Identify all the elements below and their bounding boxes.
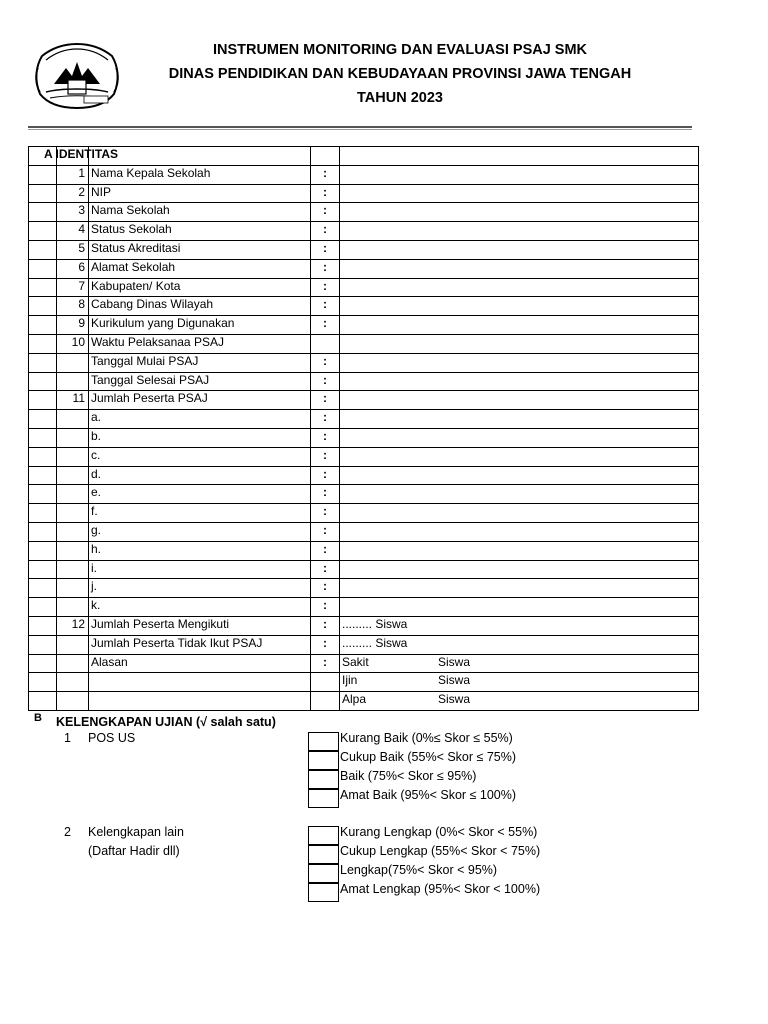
field-value[interactable] <box>340 222 699 241</box>
table-row <box>29 598 699 617</box>
table-row <box>29 447 699 466</box>
row-number: 3 <box>57 203 89 222</box>
table-row <box>29 635 699 654</box>
field-value[interactable] <box>340 579 699 598</box>
field-label: Jumlah Peserta Mengikuti <box>89 616 311 635</box>
row-number: 1 <box>57 165 89 184</box>
table-row <box>29 428 699 447</box>
colon-separator: : <box>311 391 340 410</box>
colon-separator: : <box>311 259 340 278</box>
field-value[interactable] <box>340 673 699 692</box>
field-value[interactable] <box>340 541 699 560</box>
colon-separator: : <box>311 522 340 541</box>
field-label <box>89 692 311 711</box>
row-number: 6 <box>57 259 89 278</box>
field-label: b. <box>89 428 311 447</box>
table-row <box>29 541 699 560</box>
checkbox-kurang-baik[interactable] <box>308 732 339 751</box>
table-row <box>29 297 699 316</box>
item-label-kelengkapan-lain: Kelengkapan lain <box>88 825 184 839</box>
field-value[interactable] <box>340 278 699 297</box>
colon-separator: : <box>311 222 340 241</box>
colon-separator: : <box>311 353 340 372</box>
unit-label: Siswa <box>438 654 471 669</box>
option-label: Kurang Lengkap (0%< Skor < 55%) <box>340 825 538 839</box>
row-number <box>57 428 89 447</box>
colon-separator: : <box>311 410 340 429</box>
table-row <box>29 654 699 673</box>
section-cell <box>29 222 57 241</box>
colon-separator: : <box>311 278 340 297</box>
checkbox-amat-lengkap[interactable] <box>308 883 339 902</box>
field-label: Kurikulum yang Digunakan <box>89 316 311 335</box>
field-value[interactable] <box>340 504 699 523</box>
table-row <box>29 184 699 203</box>
field-label: d. <box>89 466 311 485</box>
option-label: Lengkap(75%< Skor < 95%) <box>340 863 498 877</box>
table-row <box>29 353 699 372</box>
section-cell <box>29 428 57 447</box>
row-number <box>57 466 89 485</box>
checkbox-amat-baik[interactable] <box>308 789 339 808</box>
section-cell <box>29 259 57 278</box>
field-label: Status Sekolah <box>89 222 311 241</box>
header-divider <box>28 126 692 128</box>
item-number: 2 <box>64 825 71 839</box>
field-value[interactable] <box>340 485 699 504</box>
colon-separator <box>311 334 340 353</box>
option-label: Amat Lengkap (95%< Skor < 100%) <box>340 882 541 896</box>
field-value[interactable] <box>340 372 699 391</box>
field-label: Waktu Pelaksanaa PSAJ <box>89 334 311 353</box>
section-cell <box>29 654 57 673</box>
field-value[interactable] <box>340 259 699 278</box>
field-label: Jumlah Peserta Tidak Ikut PSAJ <box>89 635 311 654</box>
section-cell <box>29 447 57 466</box>
section-cell <box>29 616 57 635</box>
colon-separator: : <box>311 635 340 654</box>
colon-separator: : <box>311 447 340 466</box>
field-value[interactable] <box>340 297 699 316</box>
checkbox-cukup-lengkap[interactable] <box>308 845 339 864</box>
option-label: Baik (75%< Skor ≤ 95%) <box>340 769 477 783</box>
colon-separator: : <box>311 466 340 485</box>
section-cell <box>29 410 57 429</box>
section-cell <box>29 391 57 410</box>
field-label: i. <box>89 560 311 579</box>
section-cell <box>29 466 57 485</box>
row-number <box>57 353 89 372</box>
provincial-emblem-logo <box>32 40 122 112</box>
row-number <box>57 560 89 579</box>
field-label: Alasan <box>89 654 311 673</box>
colon-separator: : <box>311 541 340 560</box>
section-cell <box>29 522 57 541</box>
colon-separator <box>311 692 340 711</box>
row-number <box>57 410 89 429</box>
row-number: 11 <box>57 391 89 410</box>
field-value[interactable] <box>340 410 699 429</box>
colon-separator: : <box>311 297 340 316</box>
field-value[interactable]: ......... Siswa <box>340 616 699 635</box>
section-cell <box>29 560 57 579</box>
field-value[interactable] <box>340 334 699 353</box>
field-value[interactable]: ......... Siswa <box>340 635 699 654</box>
row-number: 2 <box>57 184 89 203</box>
item-label-daftar-hadir: (Daftar Hadir dll) <box>88 844 180 858</box>
row-number: 12 <box>57 616 89 635</box>
table-row <box>29 485 699 504</box>
colon-separator: : <box>311 560 340 579</box>
field-value[interactable] <box>340 391 699 410</box>
field-label: k. <box>89 598 311 617</box>
colon-separator: : <box>311 240 340 259</box>
field-value[interactable] <box>340 447 699 466</box>
field-label: e. <box>89 485 311 504</box>
section-cell <box>29 334 57 353</box>
identity-table <box>28 146 699 711</box>
field-label: h. <box>89 541 311 560</box>
section-cell <box>29 353 57 372</box>
table-row <box>29 259 699 278</box>
colon-separator <box>311 673 340 692</box>
section-b-letter: B <box>34 712 42 724</box>
field-label: Alamat Sekolah <box>89 259 311 278</box>
field-label: a. <box>89 410 311 429</box>
table-row <box>29 560 699 579</box>
field-label: j. <box>89 579 311 598</box>
item-label-pos-us: POS US <box>88 731 136 745</box>
field-label: c. <box>89 447 311 466</box>
checkbox-lengkap[interactable] <box>308 864 339 883</box>
row-number <box>57 635 89 654</box>
table-row <box>29 372 699 391</box>
colon-separator: : <box>311 654 340 673</box>
section-cell <box>29 316 57 335</box>
table-row <box>29 522 699 541</box>
section-cell <box>29 579 57 598</box>
table-row <box>29 316 699 335</box>
row-number: 7 <box>57 278 89 297</box>
row-number <box>57 522 89 541</box>
field-label: f. <box>89 504 311 523</box>
field-label: g. <box>89 522 311 541</box>
unit-label: Siswa <box>438 692 471 707</box>
colon-separator: : <box>311 203 340 222</box>
section-cell <box>29 485 57 504</box>
table-row <box>29 165 699 184</box>
row-number <box>57 579 89 598</box>
field-value[interactable] <box>340 316 699 335</box>
field-value[interactable] <box>340 184 699 203</box>
colon-separator: : <box>311 428 340 447</box>
row-number: 5 <box>57 240 89 259</box>
colon-separator: : <box>311 579 340 598</box>
table-row <box>29 466 699 485</box>
section-cell <box>29 635 57 654</box>
table-row <box>29 673 699 692</box>
colon-separator: : <box>311 504 340 523</box>
document-year: TAHUN 2023 <box>357 90 443 106</box>
reason-label: Sakit <box>342 654 369 669</box>
item-number: 1 <box>64 731 71 745</box>
row-number: 10 <box>57 334 89 353</box>
document-title: INSTRUMEN MONITORING DAN EVALUASI PSAJ SMK <box>212 42 588 58</box>
row-number <box>57 673 89 692</box>
table-row <box>29 616 699 635</box>
row-number: 4 <box>57 222 89 241</box>
field-label: Cabang Dinas Wilayah <box>89 297 311 316</box>
section-cell <box>29 692 57 711</box>
section-cell <box>29 203 57 222</box>
table-row <box>29 391 699 410</box>
table-row <box>29 410 699 429</box>
field-value[interactable] <box>340 240 699 259</box>
section-cell <box>29 240 57 259</box>
section-cell <box>29 541 57 560</box>
section-b-heading: KELENGKAPAN UJIAN (√ salah satu) <box>56 715 276 729</box>
field-value[interactable] <box>340 428 699 447</box>
field-label: Nama Kepala Sekolah <box>89 165 311 184</box>
field-value[interactable] <box>340 203 699 222</box>
colon-separator: : <box>311 165 340 184</box>
agency-name: DINAS PENDIDIKAN DAN KEBUDAYAAN PROVINSI JAWA TENGAH <box>168 66 632 82</box>
option-label: Cukup Lengkap (55%< Skor < 75%) <box>340 844 541 858</box>
field-value[interactable] <box>340 654 699 673</box>
row-number <box>57 485 89 504</box>
table-row <box>29 222 699 241</box>
table-row <box>29 504 699 523</box>
field-label: Jumlah Peserta PSAJ <box>89 391 311 410</box>
field-label <box>89 673 311 692</box>
field-value[interactable] <box>340 692 699 711</box>
field-value[interactable] <box>340 165 699 184</box>
colon-separator: : <box>311 616 340 635</box>
row-number <box>57 504 89 523</box>
row-number <box>57 447 89 466</box>
field-value[interactable] <box>340 522 699 541</box>
reason-label: Alpa <box>342 692 367 707</box>
header-divider-thin <box>28 129 692 130</box>
section-cell <box>29 673 57 692</box>
section-cell <box>29 598 57 617</box>
field-value[interactable] <box>340 598 699 617</box>
field-value[interactable] <box>340 466 699 485</box>
field-value[interactable] <box>340 353 699 372</box>
checkbox-kurang-lengkap[interactable] <box>308 826 339 845</box>
table-row <box>29 579 699 598</box>
row-number <box>57 541 89 560</box>
row-number <box>57 654 89 673</box>
row-number <box>57 598 89 617</box>
colon-separator: : <box>311 184 340 203</box>
table-row <box>29 240 699 259</box>
table-row <box>29 203 699 222</box>
row-number <box>57 692 89 711</box>
field-value[interactable] <box>340 560 699 579</box>
field-label: Status Akreditasi <box>89 240 311 259</box>
option-label: Amat Baik (95%< Skor ≤ 100%) <box>340 788 517 802</box>
table-row <box>29 147 699 166</box>
section-cell <box>29 184 57 203</box>
field-label: Nama Sekolah <box>89 203 311 222</box>
field-label: NIP <box>89 184 311 203</box>
colon-separator: : <box>311 598 340 617</box>
section-cell <box>29 278 57 297</box>
section-cell <box>29 372 57 391</box>
checkbox-baik[interactable] <box>308 770 339 789</box>
reason-label: Ijin <box>342 673 358 688</box>
table-row <box>29 334 699 353</box>
row-number: 9 <box>57 316 89 335</box>
row-number <box>57 372 89 391</box>
option-label: Kurang Baik (0%≤ Skor ≤ 55%) <box>340 731 513 745</box>
colon-separator: : <box>311 316 340 335</box>
colon-separator: : <box>311 372 340 391</box>
field-label: Tanggal Mulai PSAJ <box>89 353 311 372</box>
table-row <box>29 278 699 297</box>
colon-separator: : <box>311 485 340 504</box>
checkbox-cukup-baik[interactable] <box>308 751 339 770</box>
unit-label: Siswa <box>438 673 471 688</box>
section-cell <box>29 165 57 184</box>
option-label: Cukup Baik (55%< Skor ≤ 75%) <box>340 750 517 764</box>
row-number: 8 <box>57 297 89 316</box>
table-row <box>29 692 699 711</box>
section-a-heading: A IDENTITAS <box>44 147 118 161</box>
section-cell <box>29 297 57 316</box>
section-cell <box>29 504 57 523</box>
field-label: Kabupaten/ Kota <box>89 278 311 297</box>
field-label: Tanggal Selesai PSAJ <box>89 372 311 391</box>
